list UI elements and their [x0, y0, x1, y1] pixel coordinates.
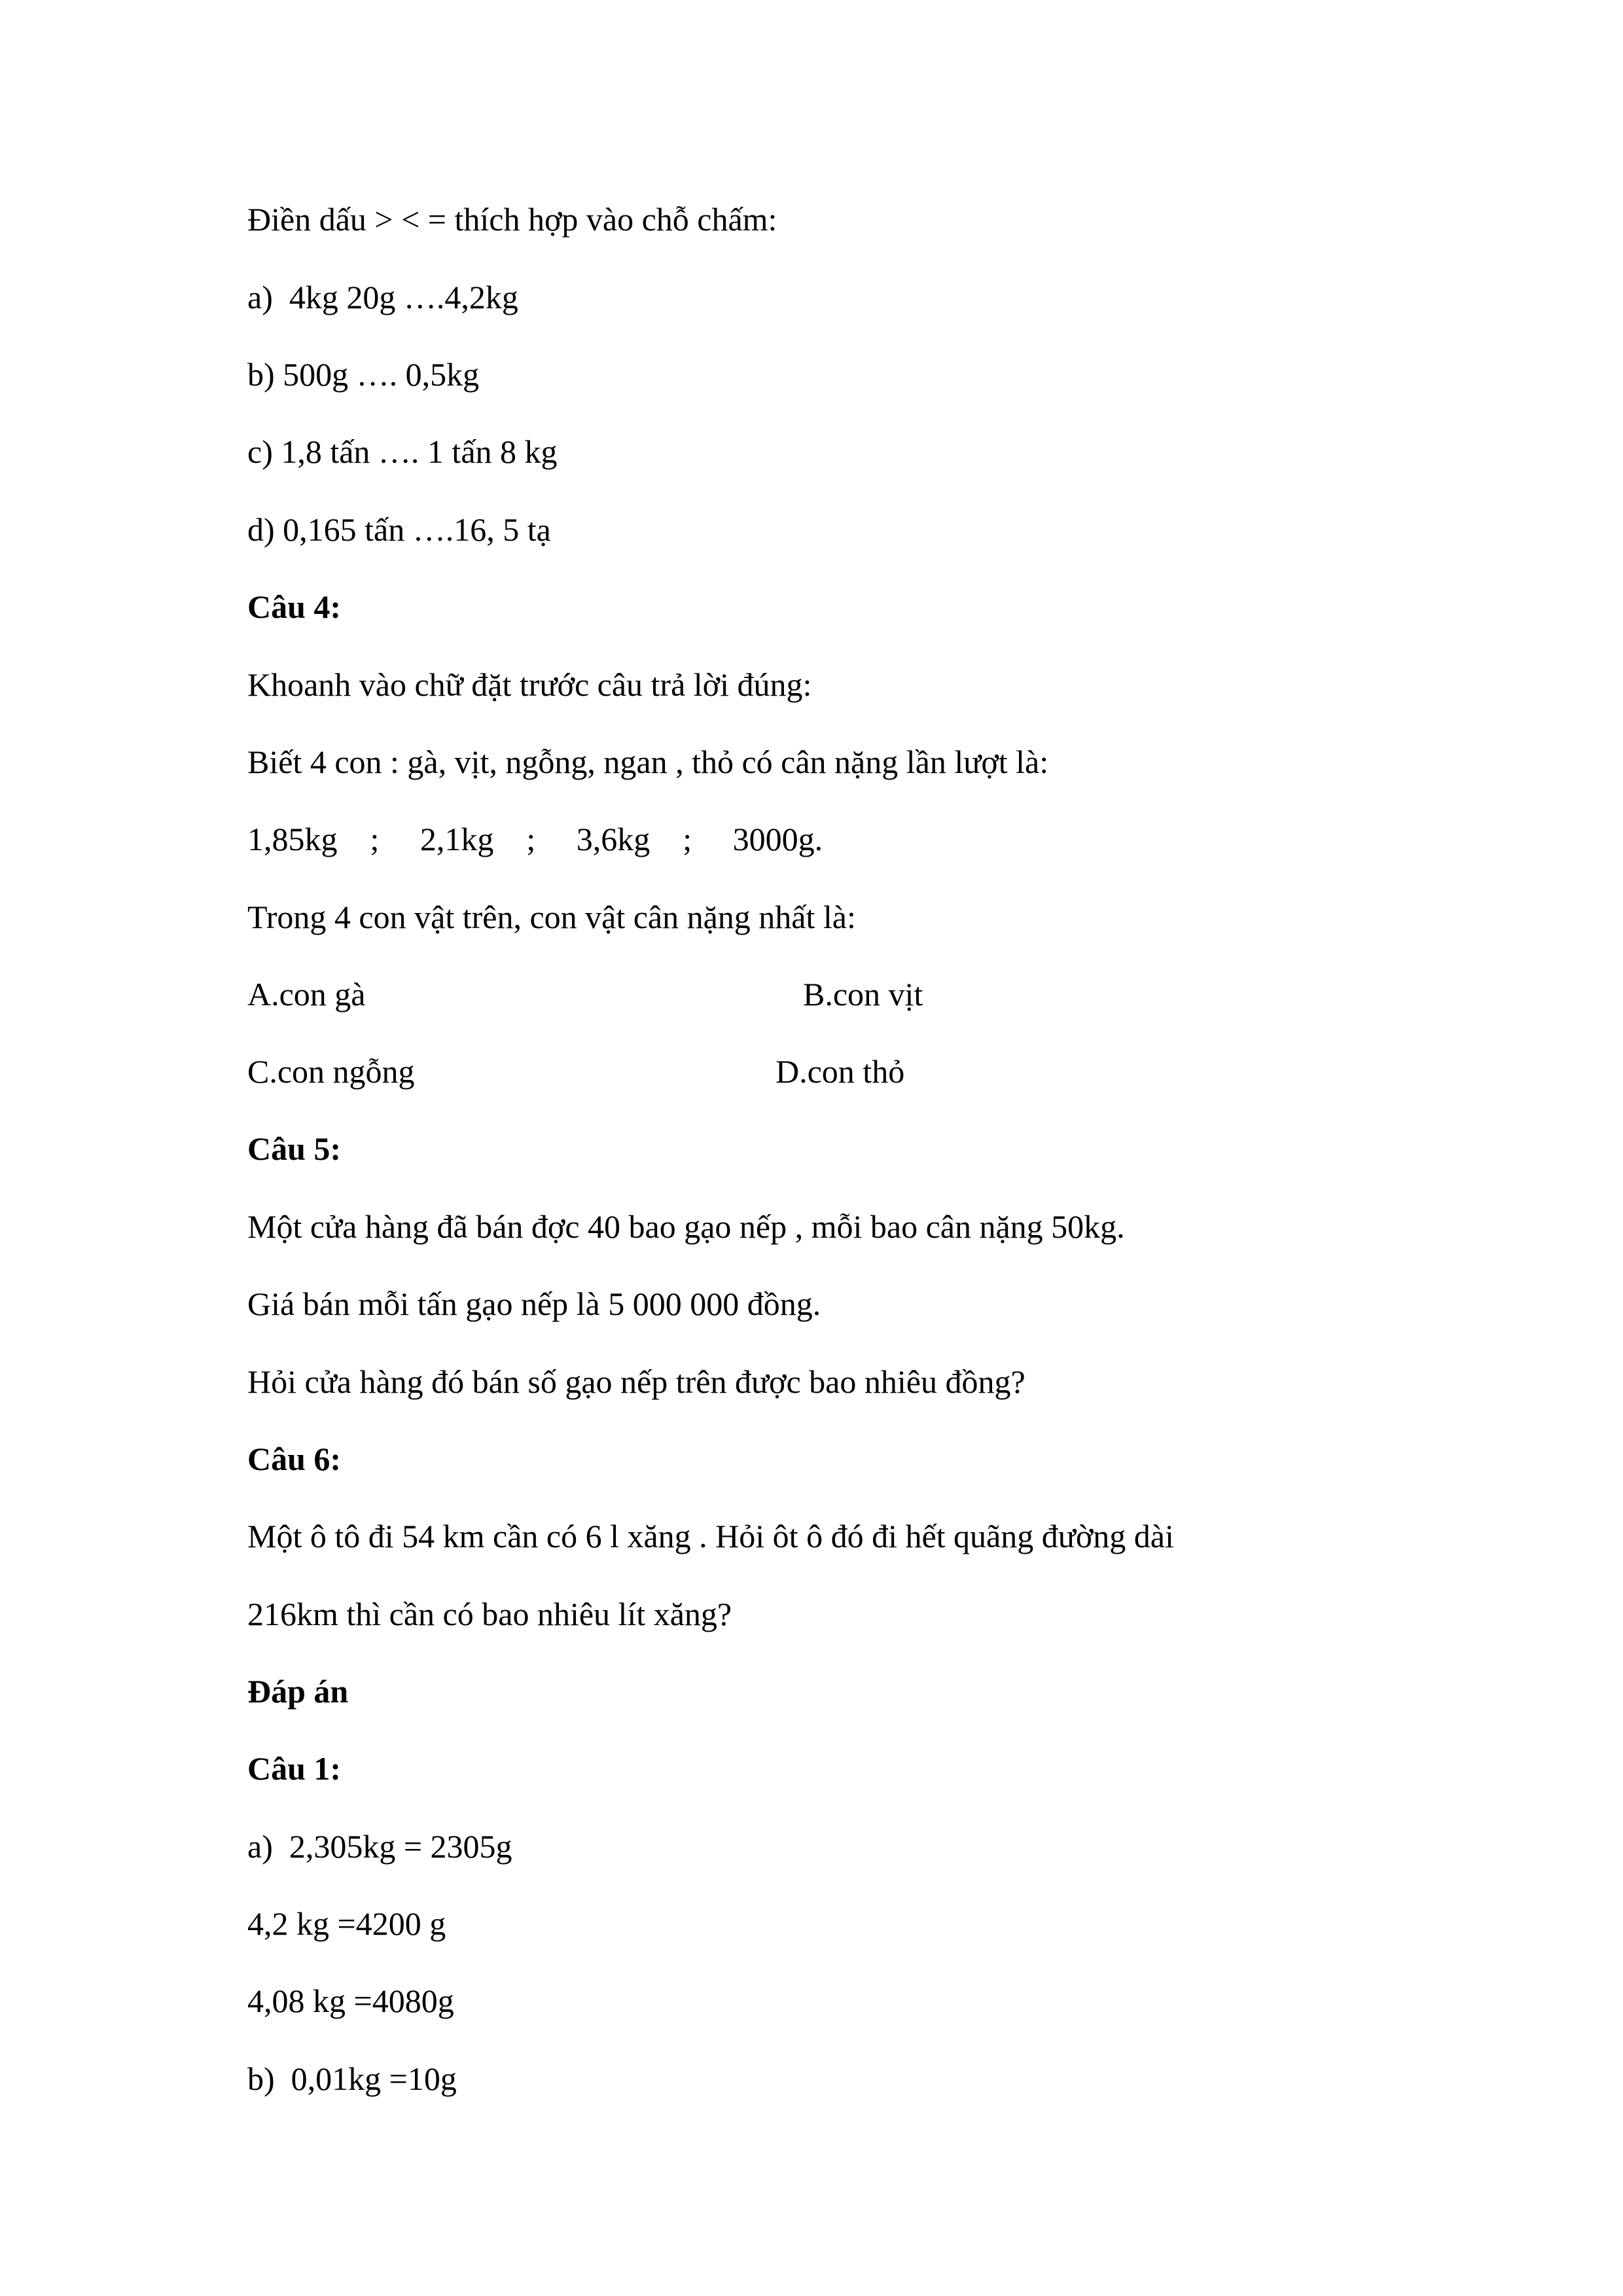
answer-1-b: b) 0,01kg =10g	[247, 2060, 457, 2097]
option-a: A.con gà	[247, 976, 366, 1013]
option-c: C.con ngỗng	[247, 1053, 415, 1090]
question-4-heading: Câu 4:	[247, 588, 342, 625]
answers-heading: Đáp án	[247, 1673, 349, 1710]
question-6-line-2: 216km thì cần có bao nhiêu lít xăng?	[247, 1596, 732, 1632]
instruction-compare: Điền dấu > < = thích hợp vào chỗ chấm:	[247, 201, 777, 238]
question-4-instruction: Khoanh vào chữ đặt trước câu trả lời đúng:	[247, 666, 812, 703]
question-6-line-1: Một ô tô đi 54 km cần có 6 l xăng . Hỏi ôt ô đó đi hết quãng đường dài	[247, 1518, 1174, 1554]
question-4-weights: 1,85kg ; 2,1kg ; 3,6kg ; 3000g.	[247, 821, 823, 857]
answer-1-heading: Câu 1:	[247, 1750, 342, 1787]
question-5-heading: Câu 5:	[247, 1130, 342, 1167]
answer-1-line-3: 4,08 kg =4080g	[247, 1982, 454, 2019]
question-5-line-2: Giá bán mỗi tấn gạo nếp là 5 000 000 đồng.	[247, 1285, 821, 1322]
question-5-line-1: Một cửa hàng đã bán đợc 40 bao gạo nếp , mỗi bao cân nặng 50kg.	[247, 1208, 1125, 1245]
compare-item-b: b) 500g …. 0,5kg	[247, 356, 480, 393]
question-4-premise: Biết 4 con : gà, vịt, ngỗng, ngan , thỏ có cân nặng lần lượt là:	[247, 744, 1049, 780]
option-b: B.con vịt	[803, 976, 923, 1013]
compare-item-a: a) 4kg 20g ….4,2kg	[247, 279, 518, 315]
question-5-line-3: Hỏi cửa hàng đó bán số gạo nếp trên được bao nhiêu đồng?	[247, 1363, 1026, 1400]
answer-1-a: a) 2,305kg = 2305g	[247, 1828, 512, 1865]
question-4-prompt: Trong 4 con vật trên, con vật cân nặng nhất là:	[247, 899, 856, 935]
answer-1-line-2: 4,2 kg =4200 g	[247, 1905, 446, 1942]
option-d: D.con thỏ	[776, 1053, 905, 1090]
question-6-heading: Câu 6:	[247, 1441, 342, 1477]
compare-item-d: d) 0,165 tấn ….16, 5 tạ	[247, 511, 551, 548]
compare-item-c: c) 1,8 tấn …. 1 tấn 8 kg	[247, 433, 558, 470]
